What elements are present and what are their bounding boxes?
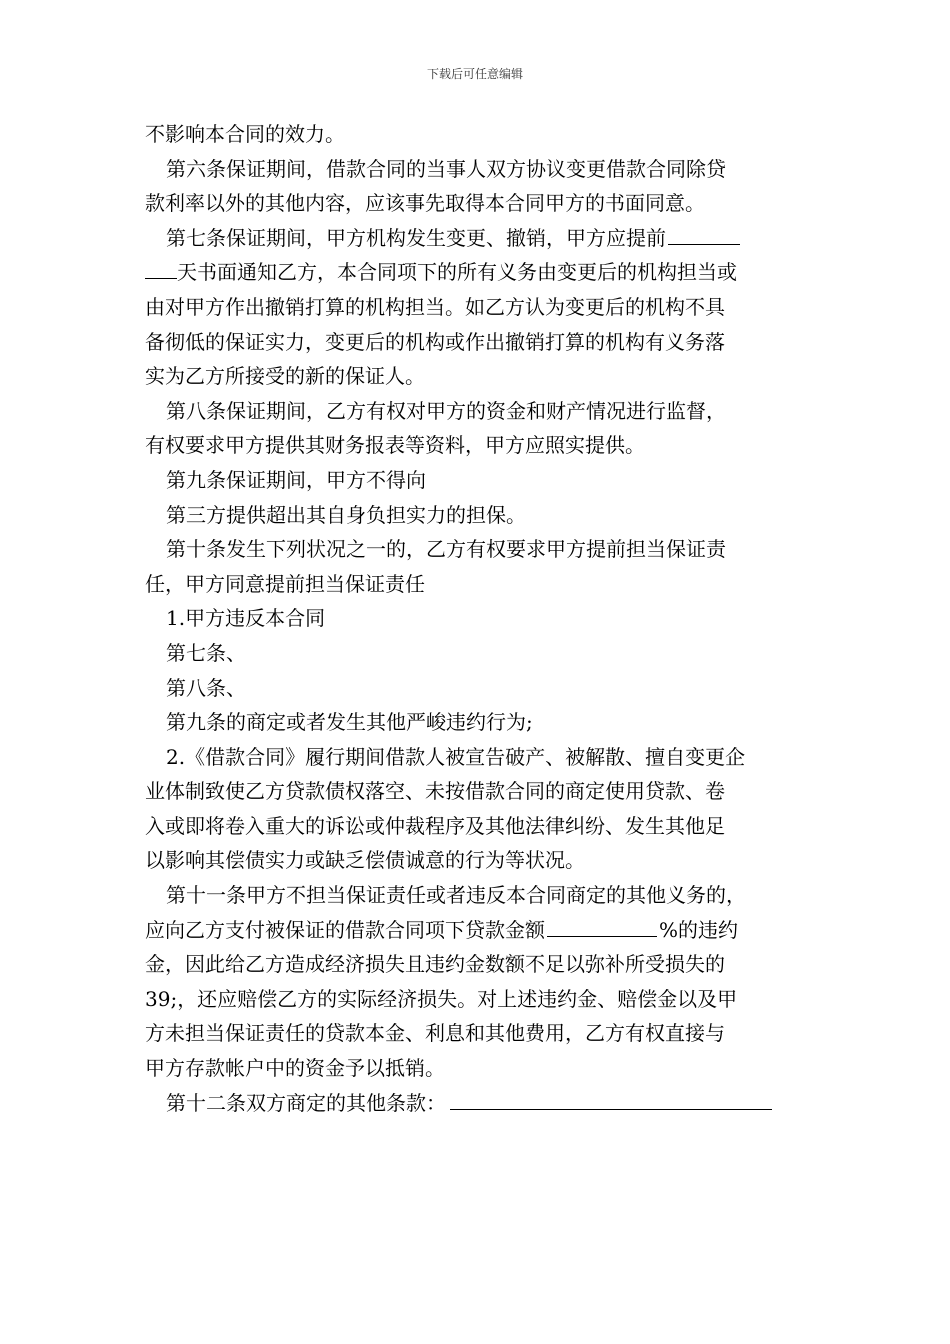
text-line: 由对甲方作出撤销打算的机构担当。如乙方认为变更后的机构不具 xyxy=(145,294,725,319)
text-segment: 天书面通知乙方，本合同项下的所有义务由变更后的机构担当或 xyxy=(177,260,737,285)
text-line: 1.甲方违反本合同 xyxy=(166,606,326,631)
text-line: 第九条的商定或者发生其他严峻违约行为; xyxy=(166,710,533,735)
text-line: 第八条、 xyxy=(166,675,246,700)
text-line xyxy=(145,1086,825,1121)
text-segment: %的违约 xyxy=(659,917,739,942)
text-line: 第三方提供超出其自身负担实力的担保。 xyxy=(166,502,526,527)
text-line: 金，因此给乙方造成经济损失且违约金数额不足以弥补所受损失的 xyxy=(145,952,725,977)
text-segment: 第七条保证期间，甲方机构发生变更、撤销，甲方应提前 xyxy=(166,225,666,250)
text-line: 39;，还应赔偿乙方的实际经济损失。对上述违约金、赔偿金以及甲 xyxy=(145,986,738,1011)
fill-in-blank xyxy=(450,1087,772,1110)
text-line: 不影响本合同的效力。 xyxy=(145,122,345,146)
text-line: 以影响其偿债实力或缺乏偿债诚意的行为等状况。 xyxy=(145,848,585,873)
fill-in-blank xyxy=(668,222,740,245)
text-line: 业体制致使乙方贷款债权落空、未按借款合同的商定使用贷款、卷 xyxy=(145,779,725,804)
document-body xyxy=(145,117,825,1120)
text-line: 备彻低的保证实力，变更后的机构或作出撤销打算的机构有义务落 xyxy=(145,329,725,354)
fill-in-blank xyxy=(547,914,657,937)
text-line: 任，甲方同意提前担当保证责任 xyxy=(145,571,425,596)
text-line: 第六条保证期间，借款合同的当事人双方协议变更借款合同除贷 xyxy=(166,156,726,181)
text-line xyxy=(145,913,825,948)
text-line xyxy=(145,221,825,256)
text-line: 2.《借款合同》履行期间借款人被宣告破产、被解散、擅自变更企 xyxy=(166,744,746,769)
text-line: 第十一条甲方不担当保证责任或者违反本合同商定的其他义务的， xyxy=(166,883,746,908)
page-header: 下载后可任意编辑 xyxy=(426,67,523,81)
text-line xyxy=(145,255,825,290)
text-line: 方未担当保证责任的贷款本金、利息和其他费用，乙方有权直接与 xyxy=(145,1021,725,1046)
text-segment: 应向乙方支付被保证的借款合同项下贷款金额 xyxy=(145,917,545,942)
fill-in-blank xyxy=(145,256,177,279)
text-line: 甲方存款帐户中的资金予以抵销。 xyxy=(145,1056,445,1081)
text-line: 第九条保证期间，甲方不得向 xyxy=(166,467,426,492)
text-line: 第八条保证期间，乙方有权对甲方的资金和财产情况进行监督， xyxy=(166,398,726,423)
text-line: 第七条、 xyxy=(166,640,246,665)
text-segment: 第十二条双方商定的其他条款： xyxy=(166,1090,446,1115)
text-line: 款利率以外的其他内容，应该事先取得本合同甲方的书面同意。 xyxy=(145,191,705,216)
text-line: 第十条发生下列状况之一的，乙方有权要求甲方提前担当保证责 xyxy=(166,537,726,562)
text-line: 入或即将卷入重大的诉讼或仲裁程序及其他法律纠纷、发生其他足 xyxy=(145,813,725,838)
text-line: 有权要求甲方提供其财务报表等资料，甲方应照实提供。 xyxy=(145,433,645,458)
text-line: 实为乙方所接受的新的保证人。 xyxy=(145,364,425,389)
